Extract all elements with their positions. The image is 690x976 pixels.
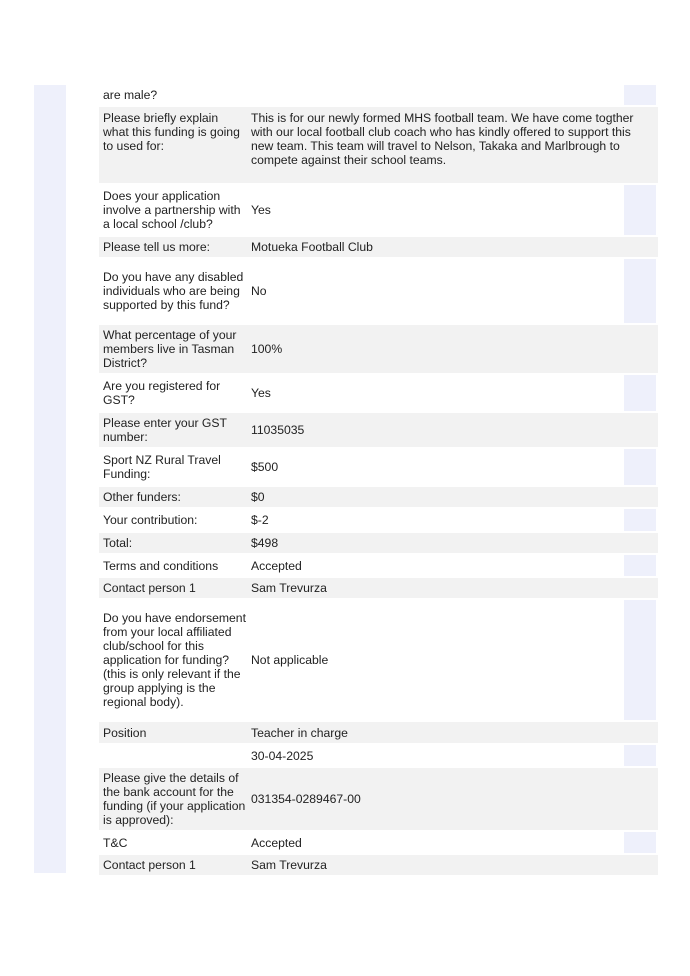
- table-row: [99, 745, 658, 768]
- table-row: [99, 578, 658, 600]
- field-label: Position: [103, 725, 147, 740]
- field-value: No: [251, 284, 267, 298]
- table-row: [99, 533, 658, 555]
- table-row: [99, 107, 658, 185]
- field-value: 30-04-2025: [251, 748, 314, 763]
- field-label: Please give the details of the bank account for the funding (if your application is approved):: [103, 771, 246, 827]
- field-label: Terms and conditions: [103, 558, 219, 573]
- table-row: [99, 768, 658, 832]
- table-row: [99, 375, 658, 413]
- field-label: Total:: [103, 536, 133, 550]
- field-value: 031354-0289467-00: [251, 792, 361, 806]
- field-label: Sport NZ Rural Travel Funding:: [103, 453, 221, 481]
- field-value: Accepted: [251, 835, 302, 850]
- field-value: Sam Trevurza: [251, 858, 327, 872]
- field-value: Motueka Football Club: [251, 240, 373, 254]
- field-value: Teacher in charge: [251, 725, 348, 740]
- table-row: [99, 237, 658, 259]
- left-margin-band: [34, 85, 66, 873]
- table-row: [99, 449, 658, 487]
- table-row: [99, 487, 658, 509]
- field-label: Do you have any disabled individuals who are being supported by this fund?: [103, 270, 244, 312]
- table-row: [99, 555, 658, 578]
- field-value: Yes: [251, 203, 271, 217]
- table-row: [99, 509, 658, 533]
- field-label: Please enter your GST number:: [103, 416, 227, 444]
- table-row: [99, 85, 658, 107]
- table-row: [99, 855, 658, 877]
- field-value: $498: [251, 536, 279, 550]
- field-label: What percentage of your members live in Tasman District?: [103, 328, 237, 370]
- field-value: $500: [251, 460, 279, 474]
- field-value: Accepted: [251, 558, 302, 573]
- field-label: Do you have endorsement from your local affiliated club/school for this application for funding? (this is only relevant if the group applying is the regional body).: [103, 611, 246, 709]
- form-table: [99, 85, 658, 877]
- field-value: This is for our newly formed MHS football team. We have come togther with our local football club coach who has kindly offered to support this new team. This team will travel to Nelson, Takaka and Marlbrough to compete against their school teams.: [251, 111, 634, 167]
- field-label: Does your application involve a partnership with a local school /club?: [103, 189, 241, 231]
- field-value: Not applicable: [251, 653, 329, 667]
- field-value: $0: [251, 490, 265, 504]
- table-row: [99, 185, 658, 237]
- table-row: [99, 413, 658, 449]
- table-row: [99, 600, 658, 722]
- field-label: are male?: [103, 88, 158, 102]
- field-value: Sam Trevurza: [251, 581, 327, 595]
- field-label: Please briefly explain what this funding is going to used for:: [103, 111, 240, 153]
- field-label: Contact person 1: [103, 858, 196, 872]
- field-label: Please tell us more:: [103, 240, 211, 254]
- field-label: T&C: [103, 835, 128, 850]
- form-page: [66, 85, 634, 873]
- field-label: Your contribution:: [103, 513, 198, 527]
- field-value: 11035035: [251, 423, 305, 437]
- table-row: [99, 259, 658, 325]
- field-value: 100%: [251, 342, 283, 356]
- table-row: [99, 722, 658, 745]
- field-label: Are you registered for GST?: [103, 379, 221, 407]
- field-value: Yes: [251, 386, 271, 400]
- field-value: $-2: [251, 513, 269, 527]
- field-label: Other funders:: [103, 490, 181, 504]
- field-label: Contact person 1: [103, 581, 196, 595]
- table-row: [99, 325, 658, 375]
- table-row: [99, 832, 658, 855]
